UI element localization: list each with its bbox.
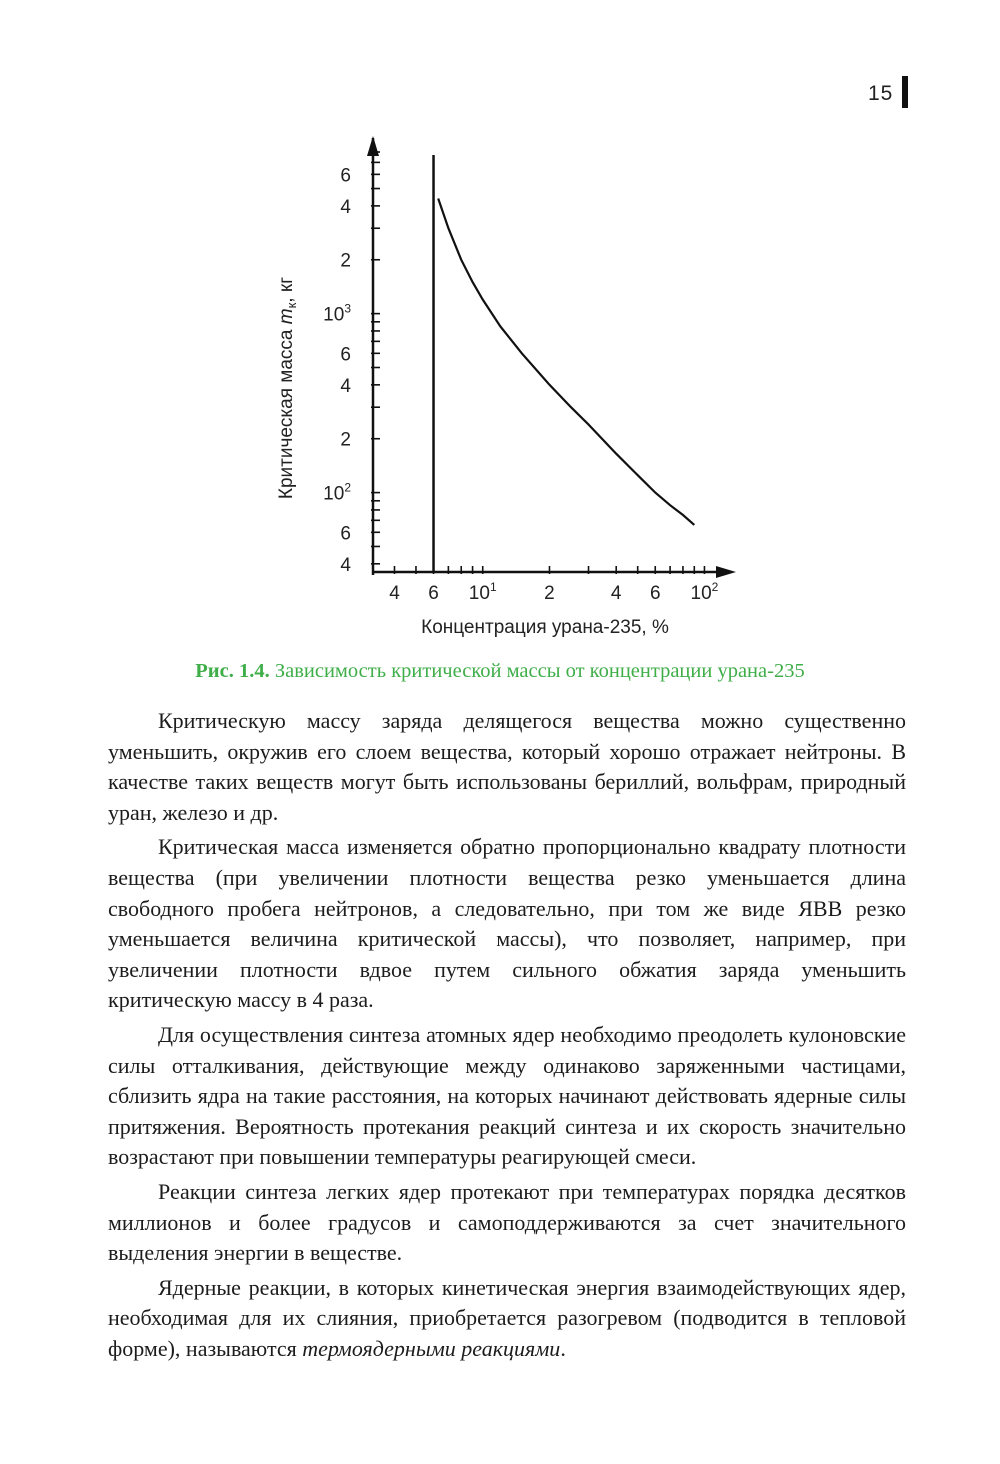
paragraph-last bbox=[108, 1273, 906, 1365]
caption-number: Рис. 1.4. bbox=[195, 660, 270, 682]
y-tick-label: 6 bbox=[340, 523, 351, 545]
x-tick-label: 6 bbox=[428, 583, 439, 604]
x-tick-label: 4 bbox=[389, 583, 400, 604]
paragraph: Критическую массу заряда делящегося вещества можно существенно уменьшить, окружив его слоем вещества, который хорошо отражает нейтроны. В качестве таких веществ могут быть использованы бериллий, вольфрам, природный уран, железо и др. bbox=[108, 708, 906, 825]
y-axis-label: Критическая масса $m_к$, кг bbox=[276, 276, 299, 500]
paragraph-end: . bbox=[560, 1335, 566, 1361]
y-tick-label: 2 bbox=[340, 429, 351, 451]
x-tick-label: $10^2$ bbox=[690, 580, 719, 604]
x-tick-label: 2 bbox=[544, 583, 555, 604]
y-tick-label: 4 bbox=[340, 375, 351, 397]
x-axis-label: Концентрация урана-235, % bbox=[421, 617, 669, 638]
paragraph-lead: Ядерные реакции, в которых кинетическая энергия взаимодействующих ядер, необходимая для их слияния, приобретается разогревом (подводится в тепловой форме), называются bbox=[108, 1274, 906, 1361]
caption-text: Зависимость критической массы от концентрации урана-235 bbox=[274, 660, 805, 682]
paragraph: Реакции синтеза легких ядер протекают при температурах порядка десятков миллионов и более градусов и самоподдерживаются за счет значительного выделения энергии в веществе. bbox=[108, 1178, 906, 1266]
x-tick-label: 4 bbox=[610, 583, 622, 604]
paragraph: Для осуществления синтеза атомных ядер необходимо преодолеть кулоновские силы отталкивания, действующие между одинаково заряженными частицами, сблизить ядра на такие расстояния, на которых начинают действовать ядерные силы притяжения. Вероятность протекания реакций синтеза и их скорость значительно возрастают при повышении температуры реагирующей смеси. bbox=[108, 1021, 906, 1170]
critical-mass-chart bbox=[0, 0, 1000, 700]
critical-mass-curve bbox=[438, 199, 694, 525]
paragraph: Критическая масса изменяется обратно пропорционально квадрату плотности вещества (при увеличении плотности вещества резко уменьшается длина свободного пробега нейтронов, а следовательно, при том же виде ЯВВ резко уменьшается величина критической массы), что позволяет, например, при увеличении плотности вдвое путем сильного обжатия заряда уменьшить критическую массу в 4 раза. bbox=[108, 834, 906, 1013]
y-tick-label: 4 bbox=[340, 554, 351, 576]
figure-caption bbox=[0, 660, 1000, 683]
term-thermonuclear: термоядерными реакциями bbox=[302, 1335, 561, 1361]
y-ticks bbox=[323, 152, 380, 576]
body-text bbox=[108, 706, 906, 1364]
y-tick-label: 2 bbox=[340, 250, 351, 272]
x-tick-label: 6 bbox=[649, 583, 661, 604]
x-tick-label: $10^1$ bbox=[468, 580, 497, 604]
y-axis-arrow bbox=[367, 136, 379, 156]
y-tick-label: 6 bbox=[340, 165, 351, 187]
x-axis-arrow bbox=[716, 566, 736, 578]
y-tick-label: $10^2$ bbox=[323, 480, 351, 505]
y-tick-label: 6 bbox=[340, 344, 351, 366]
page-number: 15 bbox=[868, 82, 894, 105]
figure bbox=[0, 0, 1000, 700]
y-tick-label: $10^3$ bbox=[323, 301, 351, 326]
y-tick-label: 4 bbox=[340, 196, 351, 218]
